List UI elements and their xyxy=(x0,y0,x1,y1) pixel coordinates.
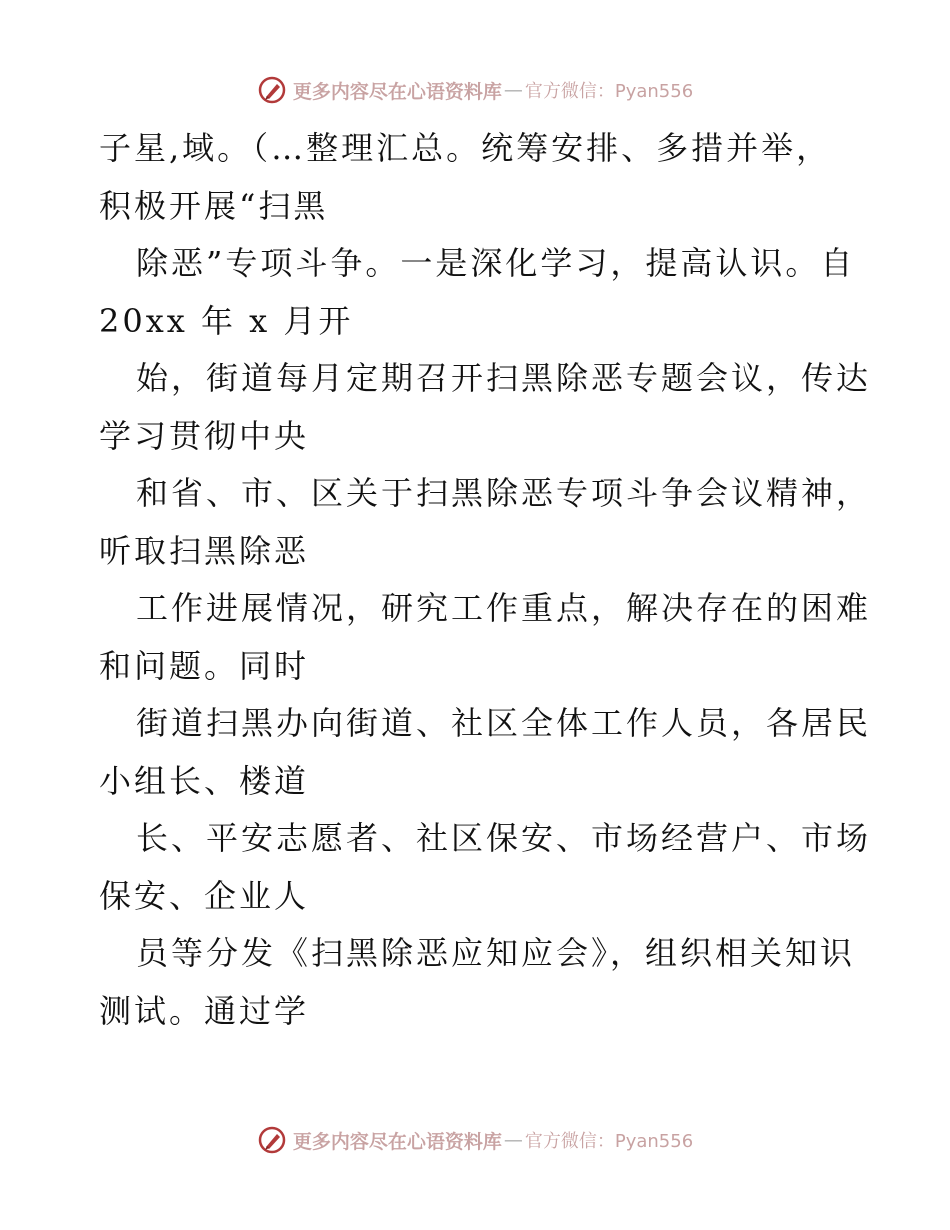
body-line: 始，街道每月定期召开扫黑除恶专题会议，传达 xyxy=(136,359,872,397)
body-line: 员等分发《扫黑除恶应知应会》，组织相关知识 xyxy=(136,934,856,972)
pen-logo-icon xyxy=(257,1125,287,1155)
footer-watermark xyxy=(0,1120,950,1160)
body-line: 工作进展情况，研究工作重点，解决存在的困难 xyxy=(136,589,872,627)
header-dash: — xyxy=(503,79,523,101)
body-line: 和问题。同时 xyxy=(99,647,310,685)
body-line: 保安、企业人 xyxy=(99,877,310,915)
footer-contact-text: 官方微信：Pyan556 xyxy=(524,1131,694,1152)
footer-dash: — xyxy=(503,1129,523,1151)
footer-site-text: 更多内容尽在心语资料库 xyxy=(292,1130,502,1153)
body-line: 子星,域。（…整理汇总。统筹安排、多措并举， xyxy=(99,129,832,167)
header-contact-text: 官方微信：Pyan556 xyxy=(524,81,694,102)
body-line: 听取扫黑除恶 xyxy=(99,532,310,570)
body-line: 长、平安志愿者、社区保安、市场经营户、市场 xyxy=(136,819,872,857)
body-line: 和省、市、区关于扫黑除恶专项斗争会议精神， xyxy=(136,474,872,512)
header-site-text: 更多内容尽在心语资料库 xyxy=(292,80,502,103)
body-line: 街道扫黑办向街道、社区全体工作人员，各居民 xyxy=(136,704,872,742)
body-line: 积极开展“扫黑 xyxy=(99,187,329,225)
body-line: 20xx 年 x 月开 xyxy=(99,302,354,340)
body-line: 学习贯彻中央 xyxy=(99,417,310,455)
body-line: 除恶”专项斗争。一是深化学习，提高认识。自 xyxy=(136,244,856,282)
body-line: 小组长、楼道 xyxy=(99,762,310,800)
body-line: 测试。通过学 xyxy=(99,992,310,1030)
